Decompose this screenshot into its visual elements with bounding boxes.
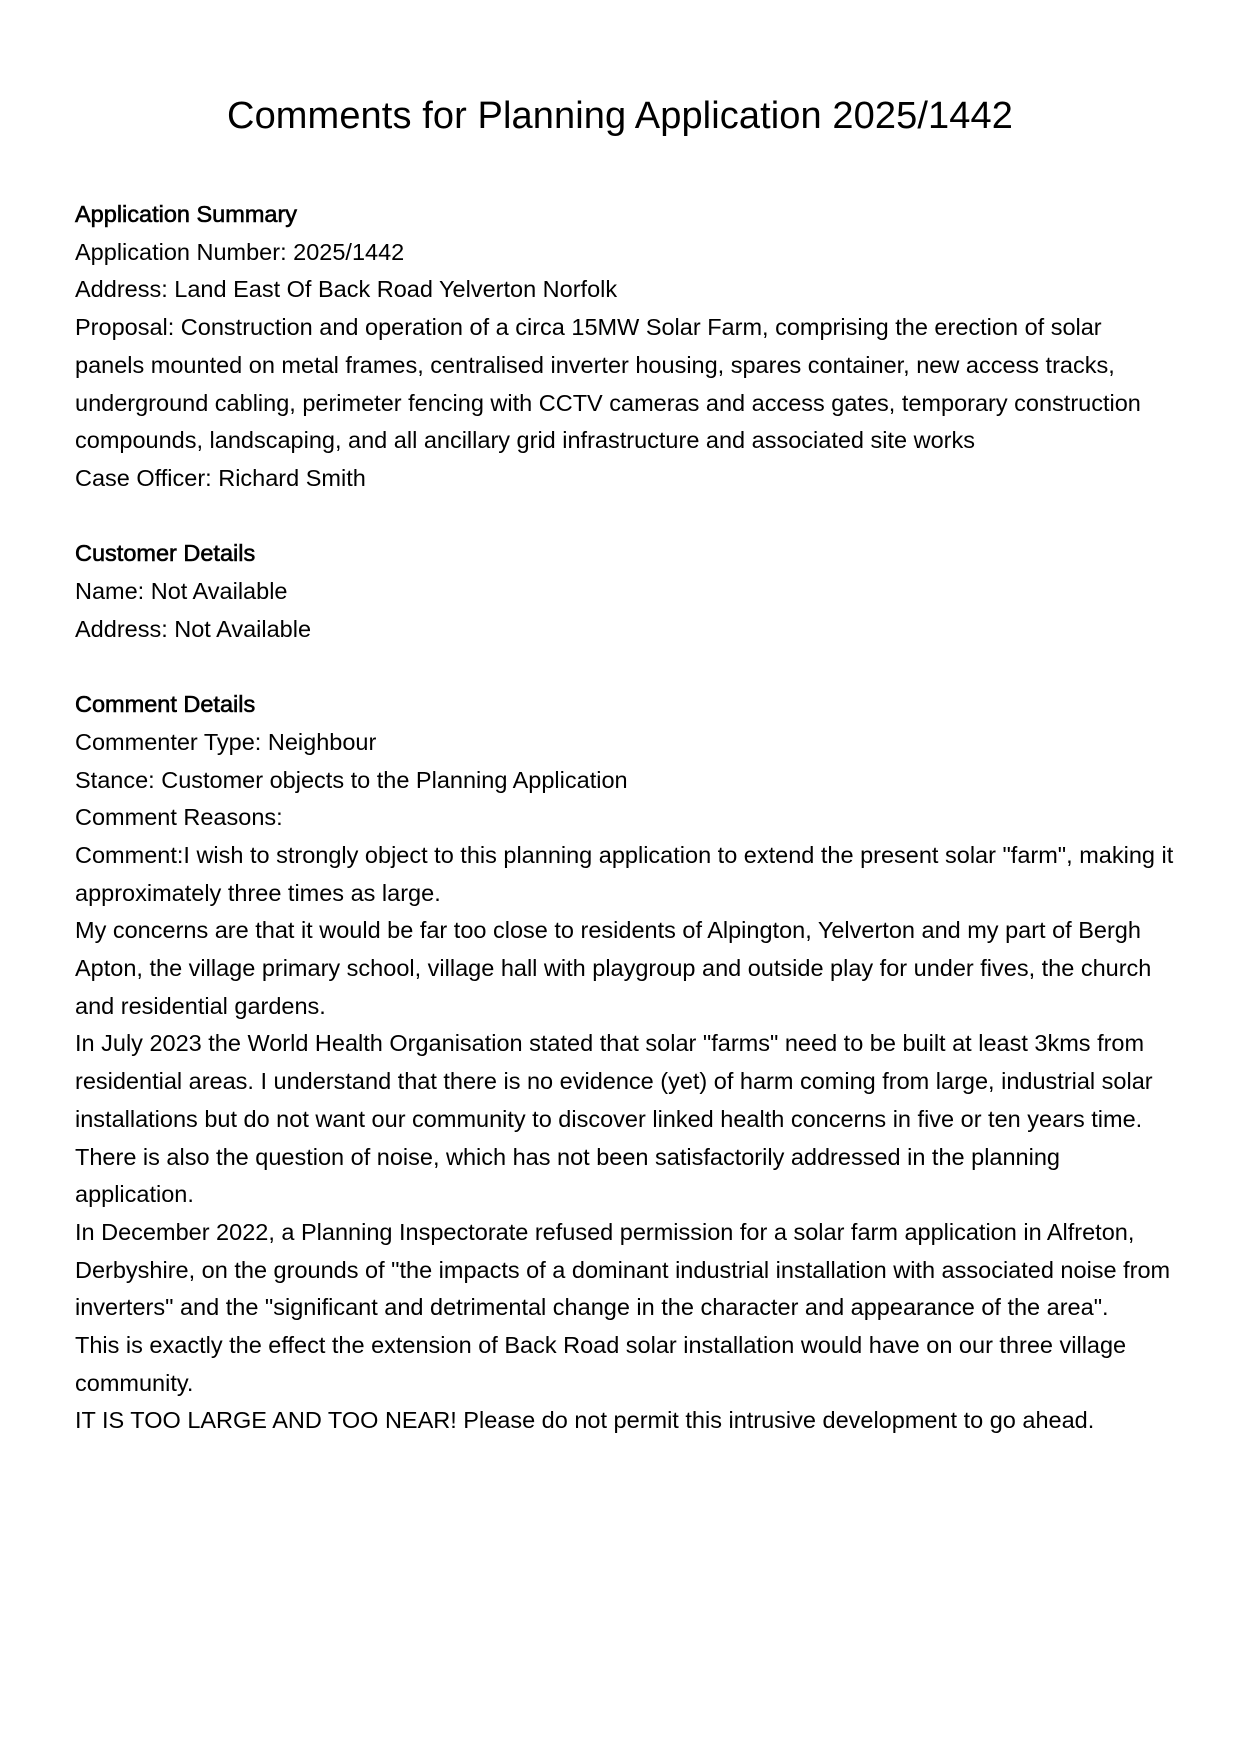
comment-reasons: Comment Reasons: xyxy=(75,804,283,831)
stance: Stance: Customer objects to the Planning Application xyxy=(75,766,628,793)
customer-details-heading: Customer Details xyxy=(75,540,256,567)
comment-details-section xyxy=(75,686,1175,1440)
customer-details-section xyxy=(75,535,1175,648)
customer-address: Address: Not Available xyxy=(75,615,312,642)
comment-paragraph: My concerns are that it would be far too close to residents of Alpington, Yelverton and my part of Bergh Apton, the village primary school, village hall with playgroup and outside play for under fives, the church and residential gardens. xyxy=(75,917,1152,1019)
case-officer: Case Officer: Richard Smith xyxy=(75,464,366,491)
application-proposal: Proposal: Construction and operation of a circa 15MW Solar Farm, comprising the erection of solar panels mounted on metal frames, centralised inverter housing, spares container, new access tracks, underground cabling, perimeter fencing with CCTV cameras and access gates, temporary construction compounds, landscaping, and all ancillary grid infrastructure and associated site works xyxy=(75,314,1141,454)
application-summary-heading: Application Summary xyxy=(75,201,298,227)
application-summary-section xyxy=(75,196,1175,498)
comment-details-heading: Comment Details xyxy=(75,691,256,718)
comment-paragraph: This is exactly the effect the extension of Back Road solar installation would have on our three village community. xyxy=(75,1332,1127,1396)
application-address: Address: Land East Of Back Road Yelverton Norfolk xyxy=(75,276,618,303)
comment-paragraph: IT IS TOO LARGE AND TOO NEAR! Please do not permit this intrusive development to go ahead. xyxy=(75,1407,1095,1434)
commenter-type: Commenter Type: Neighbour xyxy=(75,728,377,755)
comment-paragraph: In December 2022, a Planning Inspectorate refused permission for a solar farm application in Alfreton, Derbyshire, on the grounds of "the impacts of a dominant industrial installation with associated noise from inverters" and the "significant and detrimental change in the character and appearance of the area". xyxy=(75,1218,1171,1321)
application-number: Application Number: 2025/1442 xyxy=(75,238,405,265)
customer-name: Name: Not Available xyxy=(75,578,288,605)
comment-paragraph: There is also the question of noise, which has not been satisfactorily addressed in the planning application. xyxy=(75,1143,1060,1208)
comment-paragraph: Comment:I wish to strongly object to this planning application to extend the present solar "farm", making it approximately three times as large. xyxy=(75,841,1174,906)
page-title: Comments for Planning Application 2025/1442 xyxy=(227,95,1013,137)
document-body xyxy=(75,196,1175,1478)
comment-paragraph: In July 2023 the World Health Organisation stated that solar "farms" need to be built at least 3kms from residential areas. I understand that there is no evidence (yet) of harm coming from large, industrial solar installations but do not want our community to discover linked health concerns in five or ten years time. xyxy=(75,1030,1153,1132)
